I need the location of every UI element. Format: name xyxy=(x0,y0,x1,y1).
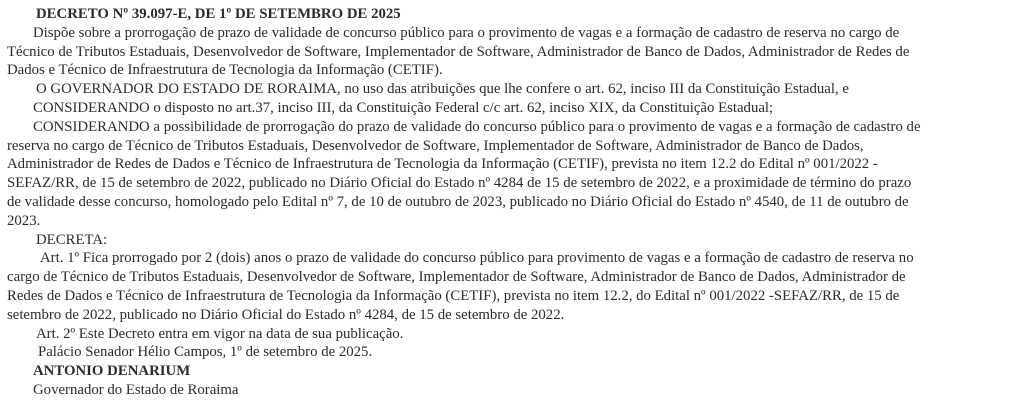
document-text-line: 2023. xyxy=(7,212,41,229)
document-text-line: O GOVERNADOR DO ESTADO DE RORAIMA, no uso das atribuições que lhe confere o art. 62, inciso III da Constituição Estadual, e xyxy=(36,81,849,98)
document-heading-line: ANTONIO DENARIUM xyxy=(33,363,191,380)
document-text-line: CONSIDERANDO a possibilidade de prorrogação do prazo de validade do concurso público para o provimento de vagas e a formação de cadastro de xyxy=(33,118,921,135)
document-text-line: SEFAZ/RR, de 15 de setembro de 2022, publicado no Diário Oficial do Estado nº 4284 de 15 de setembro de 2022, e a proximidade de término do prazo xyxy=(7,175,912,192)
document-text-line: de validade desse concurso, homologado pelo Edital nº 7, de 10 de outubro de 2023, publicado no Diário Oficial do Estado nº 4540, de 11 de outubro de xyxy=(7,193,909,210)
document-text-line: Dados e Técnico de Infraestrutura de Tecnologia da Informação (CETIF). xyxy=(7,62,443,79)
document-text-line: Art. 1º Fica prorrogado por 2 (dois) anos o prazo de validade do concurso público para provimento de vagas e a formação de cadastro de reserva no xyxy=(40,250,914,267)
document-text-line: Art. 2º Este Decreto entra em vigor na data de sua publicação. xyxy=(36,325,404,342)
document-text-line: Técnico de Tributos Estaduais, Desenvolvedor de Software, Implementador de Software, Administrador de Banco de Dados, Administrador de Redes de xyxy=(7,43,910,60)
document-heading-line: DECRETO Nº 39.097-E, DE 1º DE SETEMBRO DE 2025 xyxy=(36,6,401,22)
document-text-line: DECRETA: xyxy=(36,231,108,248)
document-text-line: Administrador de Redes de Dados e Técnico de Infraestrutura de Tecnologia da Informação (CETIF), prevista no item 12.2 do Edital nº 001/2022 - xyxy=(7,156,878,173)
document-text-line: CONSIDERANDO o disposto no art.37, inciso III, da Constituição Federal c/c art. 62, inciso XIX, da Constituição Estadual; xyxy=(33,99,774,116)
document-text-line: Governador do Estado de Roraima xyxy=(33,381,239,398)
document-text-line: Redes de Dados e Técnico de Infraestrutura de Tecnologia da Informação (CETIF), prevista no item 12.2, do Edital nº 001/2022 -SEFAZ/RR, de 15 de xyxy=(7,287,900,304)
document-text-line: Palácio Senador Hélio Campos, 1º de setembro de 2025. xyxy=(38,344,373,361)
document-text-line: setembro de 2022, publicado no Diário Oficial do Estado nº 4284, de 15 de setembro de 2022. xyxy=(7,306,565,323)
decree-document-body xyxy=(0,5,1024,400)
document-text-line: reserva no cargo de Técnico de Tributos Estaduais, Desenvolvedor de Software, Implementador de Software, Administrador de Banco de Dados, xyxy=(7,137,864,154)
document-text-line: Dispõe sobre a prorrogação de prazo de validade de concurso público para o provimento de vagas e a formação de cadastro de reserva no cargo de xyxy=(33,24,900,41)
document-text-line: cargo de Técnico de Tributos Estaduais, Desenvolvedor de Software, Implementador de Software, Administrador de Banco de Dados, Administrador de xyxy=(7,269,906,286)
